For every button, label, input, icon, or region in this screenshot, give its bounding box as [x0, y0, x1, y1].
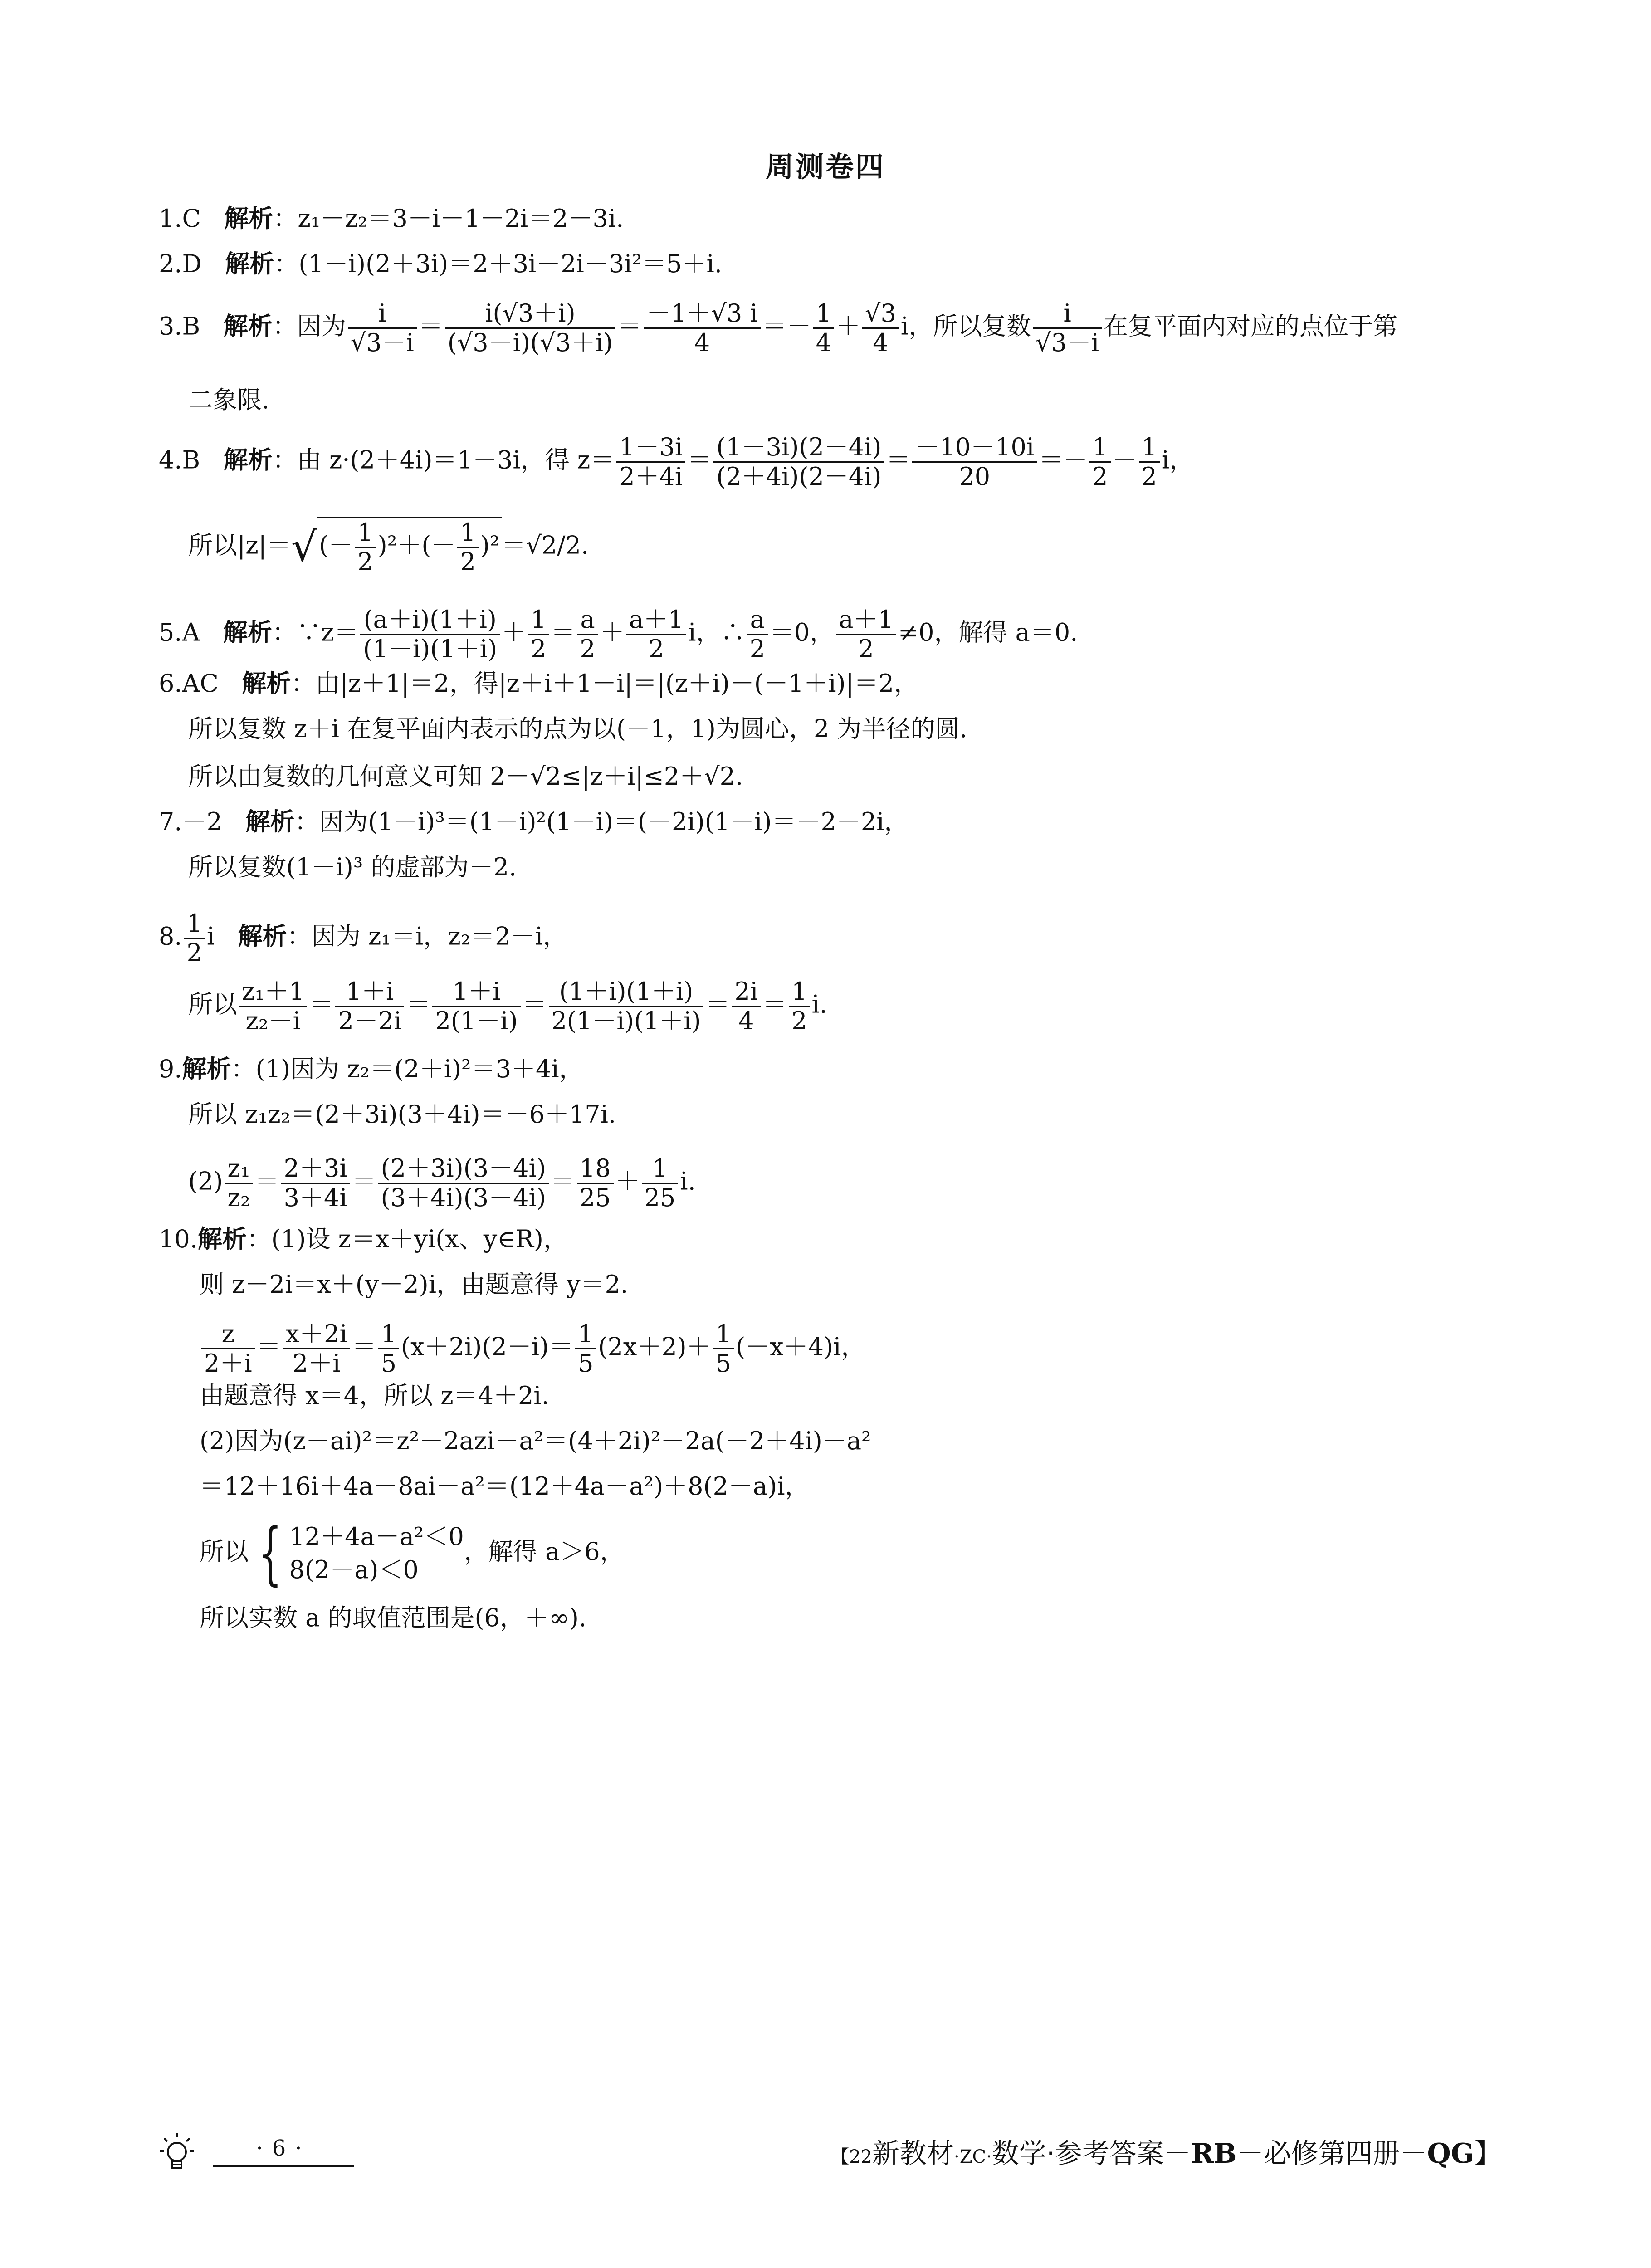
- fraction: $\frac{√3}{4}$: [862, 299, 899, 357]
- fraction: $\frac{i(√3+i)}{(√3-i)(√3+i)}$: [445, 299, 615, 357]
- q-number: 4.: [159, 445, 182, 474]
- answer-text: ：由 z·(2＋4i)＝1－3i，得 z＝: [272, 445, 615, 474]
- book-code: 【22新教材·ZC·数学·参考答案－RB－必修第四册－QG】: [831, 2138, 1501, 2170]
- answer-10-line6: ＝12＋16i＋4a－8ai－a²＝(12＋4a－a²)＋8(2－a)i，: [200, 1472, 810, 1501]
- answer-6: [159, 671, 918, 696]
- answer-8-line2: 所以 $\frac{\text{z₁＋1}}{\text{z₂－i}}$ ＝ $\frac{1+i}{2-2i}$ ＝ $\frac{1+i}{2(1-i)}$ ＝ $\frac{(1+i)(1+i)}{2(1-i)(1+i)}$ ＝ $\frac{2i}{4}$ ＝ $\frac{1}{2}$ i.: [188, 977, 827, 1036]
- q-number: 3.: [159, 312, 182, 341]
- answer-7: [159, 807, 909, 836]
- q-number: 8.: [159, 922, 182, 951]
- answer-text: 所以|z|＝: [188, 531, 291, 560]
- answer-4-line2: 所以|z|＝√(－ $\frac{1}{2}$ )²＋(－ $\frac{1}{2}$ )²＝√2/2.: [188, 518, 589, 577]
- answer-text: ：∵z＝: [272, 618, 359, 647]
- answer-10-line3: $\frac{z}{2+i}$ ＝ $\frac{x+2i}{2+i}$ ＝ $\frac{1}{5}$ (x＋2i)(2－i)＝ $\frac{1}{5}$ (2x＋2)＋ $\frac{1}{5}$ (－x＋4)i，: [200, 1320, 865, 1378]
- answer-text: ：(1)设 z＝x＋yi(x、y∈R)，: [246, 1225, 568, 1253]
- answer-6-line3: 所以由复数的几何意义可知 2－√2≤|z＋i|≤2＋√2.: [188, 762, 743, 791]
- q-number: 1.: [159, 204, 182, 233]
- q-answer: B: [182, 445, 200, 474]
- q-number: 5.: [159, 618, 182, 647]
- answer-text: ：因为 z₁＝i，z₂＝2－i，: [287, 922, 567, 951]
- fraction: $\frac{1}{2}$: [1089, 433, 1110, 491]
- answer-9-line2: 所以 z₁z₂＝(2＋3i)(3＋4i)＝－6＋17i.: [188, 1100, 616, 1129]
- answer-10-line8: 所以实数 a 的取值范围是(6，＋∞).: [200, 1603, 587, 1632]
- answer-8: 8. $\frac{1}{2}$ i 解析：因为 z₁＝i，z₂＝2－i，: [159, 909, 567, 968]
- q-number: 2.: [159, 249, 182, 278]
- answer-3-line2: 二象限.: [188, 386, 270, 414]
- lightbulb-icon: [159, 2132, 195, 2175]
- answer-text: 所以: [200, 1537, 249, 1566]
- answer-10-line7: 所以 { 12＋4a－a²＜0 8(2－a)＜0 ，解得 a＞6，: [200, 1514, 625, 1593]
- analysis-label: 解析: [242, 669, 291, 698]
- answer-2: [159, 249, 722, 278]
- answer-text: ：(1－i)(2＋3i)＝2＋3i－2i－3i²＝5＋i.: [274, 249, 722, 278]
- q-number: 9.: [159, 1055, 182, 1083]
- fraction: $\frac{i}{√3-i}$: [348, 299, 417, 357]
- answer-1: [159, 206, 624, 231]
- fraction: $\frac{1-3i}{2+4i}$: [616, 433, 685, 491]
- answer-9-line3: (2) $\frac{\text{z₁}}{\text{z₂}}$ ＝ $\frac{2+3i}{3+4i}$ ＝ $\frac{(2+3i)(3-4i)}{(3+4i)(3-4i)}$ ＝ $\frac{18}{25}$ ＋ $\frac{1}{25}$ i.: [188, 1154, 696, 1212]
- answer-4: 4.B 解析：由 z·(2＋4i)＝1－3i，得 z＝ $\frac{1-3i}{2+4i}$ ＝ $\frac{(1-3i)(2-4i)}{(2+4i)(2-4i)}$ ＝ $\frac{-10-10i}{20}$ ＝－ $\frac{1}{2}$ － $\frac{1}{2}$ i，: [159, 433, 1194, 491]
- page-number: ·6·: [213, 2136, 354, 2167]
- fraction: $\frac{i}{√3-i}$: [1033, 299, 1102, 357]
- fraction: $\frac{-1+√3 i}{4}$: [644, 299, 761, 357]
- answer-text: (2): [188, 1167, 223, 1196]
- q-answer: C: [182, 204, 201, 233]
- analysis-label: 解析: [197, 1225, 247, 1253]
- q-number: 6.: [159, 669, 182, 698]
- answer-10: [159, 1227, 568, 1251]
- page-footer: [0, 2132, 1651, 2186]
- answer-6-line2: 所以复数 z＋i 在复平面内表示的点为以(－1，1)为圆心，2 为半径的圆.: [188, 714, 967, 743]
- answer-text: ＝√2/2.: [501, 531, 589, 560]
- fraction: $\frac{1}{2}$: [1139, 433, 1160, 491]
- q-answer: B: [182, 312, 200, 341]
- answer-3: 3.B 解析：因为 $\frac{i}{√3-i}$ ＝ $\frac{i(√3+i)}{(√3-i)(√3+i)}$ ＝ $\frac{-1+√3 i}{4}$ ＝－ $\frac{1}{4}$ ＋ $\frac{√3}{4}$ i，所以复数 $\frac{i}{√3-i}$ 在复平面内对应的点位于第: [159, 299, 1398, 357]
- answer-text: ：(1)因为 z₂＝(2＋i)²＝3＋4i，: [231, 1055, 584, 1083]
- fraction: $\frac{(1-3i)(2-4i)}{(2+4i)(2-4i)}$: [713, 433, 884, 491]
- answer-5: 5.A 解析：∵z＝ $\frac{(a+i)(1+i)}{(1-i)(1+i)}$ ＋ $\frac{1}{2}$ ＝ $\frac{a}{2}$ ＋ $\frac{a+1}{2}$ i，∴ $\frac{a}{2}$ ＝0， $\frac{a+1}{2}$ ≠0，解得 a＝0.: [159, 605, 1078, 664]
- q-answer: A: [182, 618, 200, 647]
- analysis-label: 解析: [223, 445, 273, 474]
- fraction: $\frac{-10-10i}{20}$: [912, 433, 1037, 491]
- analysis-label: 解析: [245, 807, 295, 836]
- fraction: $\frac{1}{4}$: [813, 299, 834, 357]
- answer-text: ，解得 a＞6，: [464, 1537, 625, 1566]
- analysis-label: 解析: [182, 1055, 231, 1083]
- analysis-label: 解析: [223, 618, 273, 647]
- answer-text: ，所以复数: [909, 312, 1031, 341]
- q-number: 10.: [159, 1225, 198, 1253]
- answer-10-line5: (2)因为(z－ai)²＝z²－2azi－a²＝(4＋2i)²－2a(－2＋4i)－a²: [200, 1427, 871, 1455]
- analysis-label: 解析: [224, 204, 274, 233]
- answer-text: ，解得 a＝0.: [934, 618, 1078, 647]
- analysis-label: 解析: [225, 249, 274, 278]
- answer-10-line4: 由题意得 x＝4，所以 z＝4＋2i.: [200, 1381, 549, 1410]
- page-title: 周测卷四: [765, 150, 885, 183]
- q-answer: AC: [182, 669, 219, 698]
- answer-text: ：因为(1－i)³＝(1－i)²(1－i)＝(－2i)(1－i)＝－2－2i，: [294, 807, 909, 836]
- analysis-label: 解析: [223, 312, 273, 341]
- answer-text: 在复平面内对应的点位于第: [1104, 312, 1398, 341]
- answer-10-line2: 则 z－2i＝x＋(y－2)i，由题意得 y＝2.: [200, 1270, 629, 1299]
- answer-text: ：因为: [272, 312, 346, 341]
- answer-text: ：z₁－z₂＝3－i－1－2i＝2－3i.: [273, 204, 624, 233]
- answer-7-line2: 所以复数(1－i)³ 的虚部为－2.: [188, 853, 517, 881]
- inequality-system: 12＋4a－a²＜0 8(2－a)＜0: [289, 1522, 464, 1584]
- q-answer: i: [206, 922, 215, 951]
- answer-text: 所以: [188, 990, 237, 1019]
- analysis-label: 解析: [238, 922, 287, 951]
- q-number: 7.: [159, 807, 182, 836]
- answer-text: ：由|z＋1|＝2，得|z＋i＋1－i|＝|(z＋i)－(－1＋i)|＝2，: [291, 669, 919, 698]
- q-answer: D: [182, 249, 202, 278]
- q-answer: －2: [182, 807, 222, 836]
- answer-9: [159, 1057, 584, 1081]
